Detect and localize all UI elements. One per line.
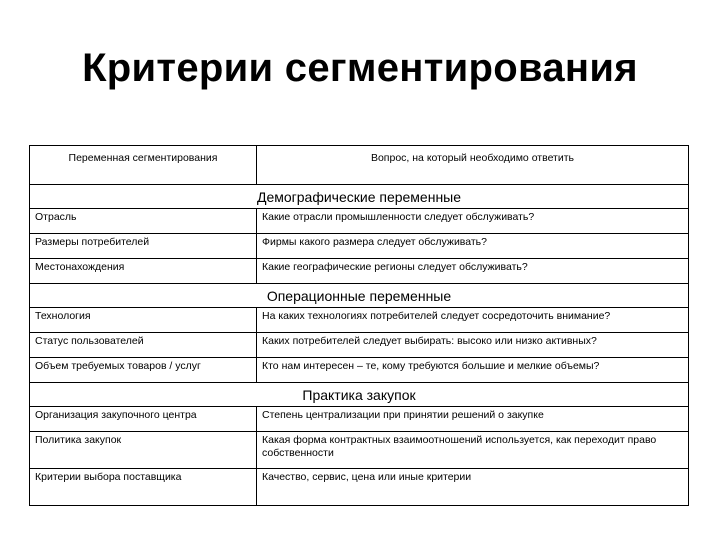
question-cell: Какая форма контрактных взаимоотношений используется, как переходит право собственности	[257, 432, 689, 469]
variable-cell: Статус пользователей	[30, 333, 257, 358]
variable-cell: Политика закупок	[30, 432, 257, 469]
table-header-row	[30, 146, 689, 185]
section-title-demographic: Демографические переменные	[30, 185, 689, 209]
variable-cell: Отрасль	[30, 209, 257, 234]
question-cell: Степень централизации при принятии решений о закупке	[257, 407, 689, 432]
question-cell: Качество, сервис, цена или иные критерии	[257, 469, 689, 506]
question-cell: Фирмы какого размера следует обслуживать?	[257, 234, 689, 259]
variable-cell: Местонахождения	[30, 259, 257, 284]
variable-cell: Объем требуемых товаров / услуг	[30, 358, 257, 383]
section-row	[30, 383, 689, 407]
table-row	[30, 358, 689, 383]
question-cell: Каких потребителей следует выбирать: высоко или низко активных?	[257, 333, 689, 358]
variable-cell: Критерии выбора поставщика	[30, 469, 257, 506]
variable-cell: Размеры потребителей	[30, 234, 257, 259]
section-row	[30, 185, 689, 209]
table-row	[30, 407, 689, 432]
question-cell: Какие отрасли промышленности следует обслуживать?	[257, 209, 689, 234]
section-title-operational: Операционные переменные	[30, 284, 689, 308]
table-row	[30, 209, 689, 234]
section-row	[30, 284, 689, 308]
variable-cell: Организация закупочного центра	[30, 407, 257, 432]
segmentation-table	[29, 145, 689, 506]
header-variable: Переменная сегментирования	[30, 146, 257, 185]
table-row	[30, 469, 689, 506]
section-title-purchasing: Практика закупок	[30, 383, 689, 407]
table-row	[30, 308, 689, 333]
question-cell: Кто нам интересен – те, кому требуются большие и мелкие объемы?	[257, 358, 689, 383]
question-cell: Какие географические регионы следует обслуживать?	[257, 259, 689, 284]
page-title: Критерии сегментирования	[82, 46, 638, 90]
table-row	[30, 333, 689, 358]
header-question: Вопрос, на который необходимо ответить	[257, 146, 689, 185]
variable-cell: Технология	[30, 308, 257, 333]
table-row	[30, 234, 689, 259]
table-row	[30, 432, 689, 469]
question-cell: На каких технологиях потребителей следует сосредоточить внимание?	[257, 308, 689, 333]
table-row	[30, 259, 689, 284]
